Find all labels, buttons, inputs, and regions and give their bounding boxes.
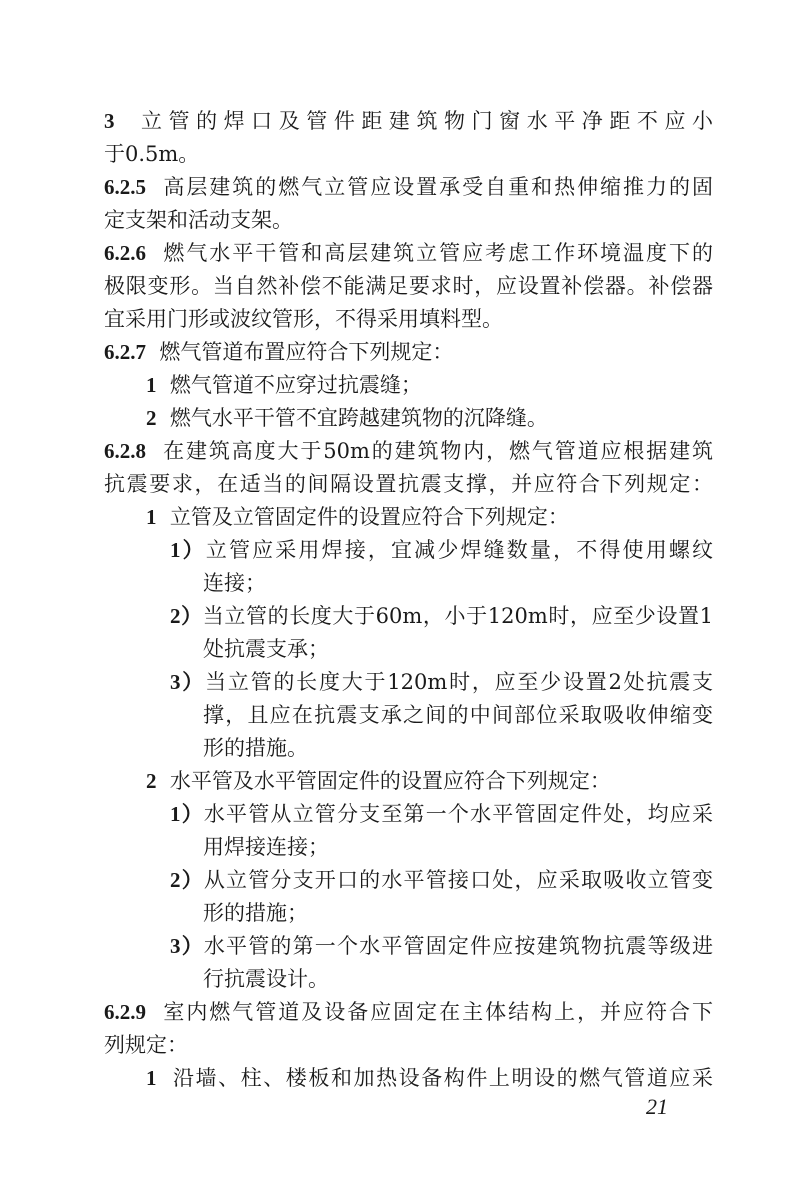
subitem-3-line bbox=[170, 928, 713, 964]
clause-text: 高层建筑的燃气立管应设置承受自重和热伸缩推力的固 bbox=[163, 175, 713, 199]
subitem-text: 撑，且应在抗震支承之间的中间部位采取吸收伸缩变 bbox=[203, 703, 713, 727]
subitem-text: 立管应采用焊接，宜减少焊缝数量，不得使用螺纹 bbox=[205, 538, 713, 562]
item-number: 1 bbox=[146, 505, 157, 529]
subitem-text: 连接； bbox=[203, 571, 266, 595]
continuation-line bbox=[104, 1027, 188, 1063]
item-2-line bbox=[146, 763, 611, 799]
clause-number: 6.2.8 bbox=[104, 439, 146, 463]
item-text: 立管的焊口及管件距建筑物门窗水平净距不应小 bbox=[140, 109, 713, 133]
clause-6-2-5 bbox=[104, 169, 713, 205]
item-3-line bbox=[104, 103, 713, 139]
subitem-3-line bbox=[170, 664, 713, 700]
clause-6-2-7 bbox=[104, 334, 453, 370]
clause-text: 燃气水平干管和高层建筑立管应考虑工作环境温度下的 bbox=[163, 241, 713, 265]
subitem-2-line bbox=[170, 598, 713, 634]
subitem-2-line bbox=[170, 862, 713, 898]
continuation-line bbox=[104, 301, 503, 337]
subitem-number: 1） bbox=[170, 802, 204, 826]
subitem-text: 处抗震支承； bbox=[203, 637, 329, 661]
continuation-line bbox=[203, 829, 329, 865]
clause-6-2-6 bbox=[104, 235, 713, 271]
subitem-text: 行抗震设计。 bbox=[203, 967, 329, 991]
item-2-line bbox=[146, 400, 548, 436]
item-text: 燃气管道不应穿过抗震缝； bbox=[169, 373, 422, 397]
clause-number: 6.2.5 bbox=[104, 175, 146, 199]
subitem-text: 形的措施。 bbox=[203, 736, 308, 760]
clause-text: 定支架和活动支架。 bbox=[104, 208, 293, 232]
item-text: 水平管及水平管固定件的设置应符合下列规定： bbox=[169, 769, 611, 793]
clause-number: 6.2.9 bbox=[104, 1000, 146, 1024]
clause-text: 抗震要求，在适当的间隔设置抗震支撑，并应符合下列规定： bbox=[104, 472, 713, 496]
clause-text: 室内燃气管道及设备应固定在主体结构上，并应符合下 bbox=[163, 1000, 713, 1024]
subitem-1-line bbox=[170, 532, 713, 568]
continuation-line bbox=[203, 631, 329, 667]
item-text: 立管及立管固定件的设置应符合下列规定： bbox=[169, 505, 569, 529]
clause-number: 6.2.6 bbox=[104, 241, 146, 265]
item-1-line bbox=[146, 499, 569, 535]
clause-6-2-9 bbox=[104, 994, 713, 1030]
item-text: 于0.5m。 bbox=[104, 142, 200, 166]
item-number: 1 bbox=[146, 1066, 157, 1090]
continuation-line bbox=[104, 268, 713, 304]
continuation-line bbox=[104, 466, 713, 502]
item-1-line bbox=[146, 1060, 713, 1096]
clause-text: 在建筑高度大于50m的建筑物内，燃气管道应根据建筑 bbox=[163, 439, 713, 463]
page-number: 21 bbox=[646, 1094, 668, 1119]
continuation-line bbox=[203, 895, 308, 931]
clause-text: 列规定： bbox=[104, 1033, 188, 1057]
clause-number: 6.2.7 bbox=[104, 340, 146, 364]
subitem-number: 2） bbox=[170, 868, 204, 892]
continuation-line bbox=[104, 136, 199, 172]
item-number: 2 bbox=[146, 769, 157, 793]
item-1-line bbox=[146, 367, 422, 403]
continuation-line bbox=[203, 697, 713, 733]
continuation-line bbox=[104, 202, 293, 238]
subitem-number: 3） bbox=[170, 670, 206, 694]
subitem-text: 当立管的长度大于60m，小于120m时，应至少设置1 bbox=[202, 604, 713, 628]
subitem-text: 形的措施； bbox=[203, 901, 308, 925]
continuation-line bbox=[203, 961, 329, 997]
subitem-text: 从立管分支开口的水平管接口处，应采取吸收立管变 bbox=[203, 868, 713, 892]
item-number: 2 bbox=[146, 406, 157, 430]
clause-text: 宜采用门形或波纹管形，不得采用填料型。 bbox=[104, 307, 503, 331]
subitem-text: 水平管的第一个水平管固定件应按建筑物抗震等级进 bbox=[203, 934, 713, 958]
subitem-text: 用焊接连接； bbox=[203, 835, 329, 859]
clause-text: 极限变形。当自然补偿不能满足要求时，应设置补偿器。补偿器 bbox=[104, 274, 713, 298]
subitem-1-line bbox=[170, 796, 713, 832]
subitem-number: 3） bbox=[170, 934, 204, 958]
continuation-line bbox=[203, 730, 308, 766]
clause-text: 燃气管道布置应符合下列规定： bbox=[159, 340, 454, 364]
continuation-line bbox=[203, 565, 266, 601]
subitem-text: 当立管的长度大于120m时，应至少设置2处抗震支 bbox=[205, 670, 713, 694]
item-number: 3 bbox=[104, 109, 115, 133]
item-text: 沿墙、柱、楼板和加热设备构件上明设的燃气管道应采 bbox=[172, 1066, 713, 1090]
subitem-number: 1） bbox=[170, 538, 206, 562]
subitem-text: 水平管从立管分支至第一个水平管固定件处，均应采 bbox=[203, 802, 713, 826]
subitem-number: 2） bbox=[170, 604, 203, 628]
item-text: 燃气水平干管不宜跨越建筑物的沉降缝。 bbox=[169, 406, 548, 430]
item-number: 1 bbox=[146, 373, 157, 397]
clause-6-2-8 bbox=[104, 433, 713, 469]
